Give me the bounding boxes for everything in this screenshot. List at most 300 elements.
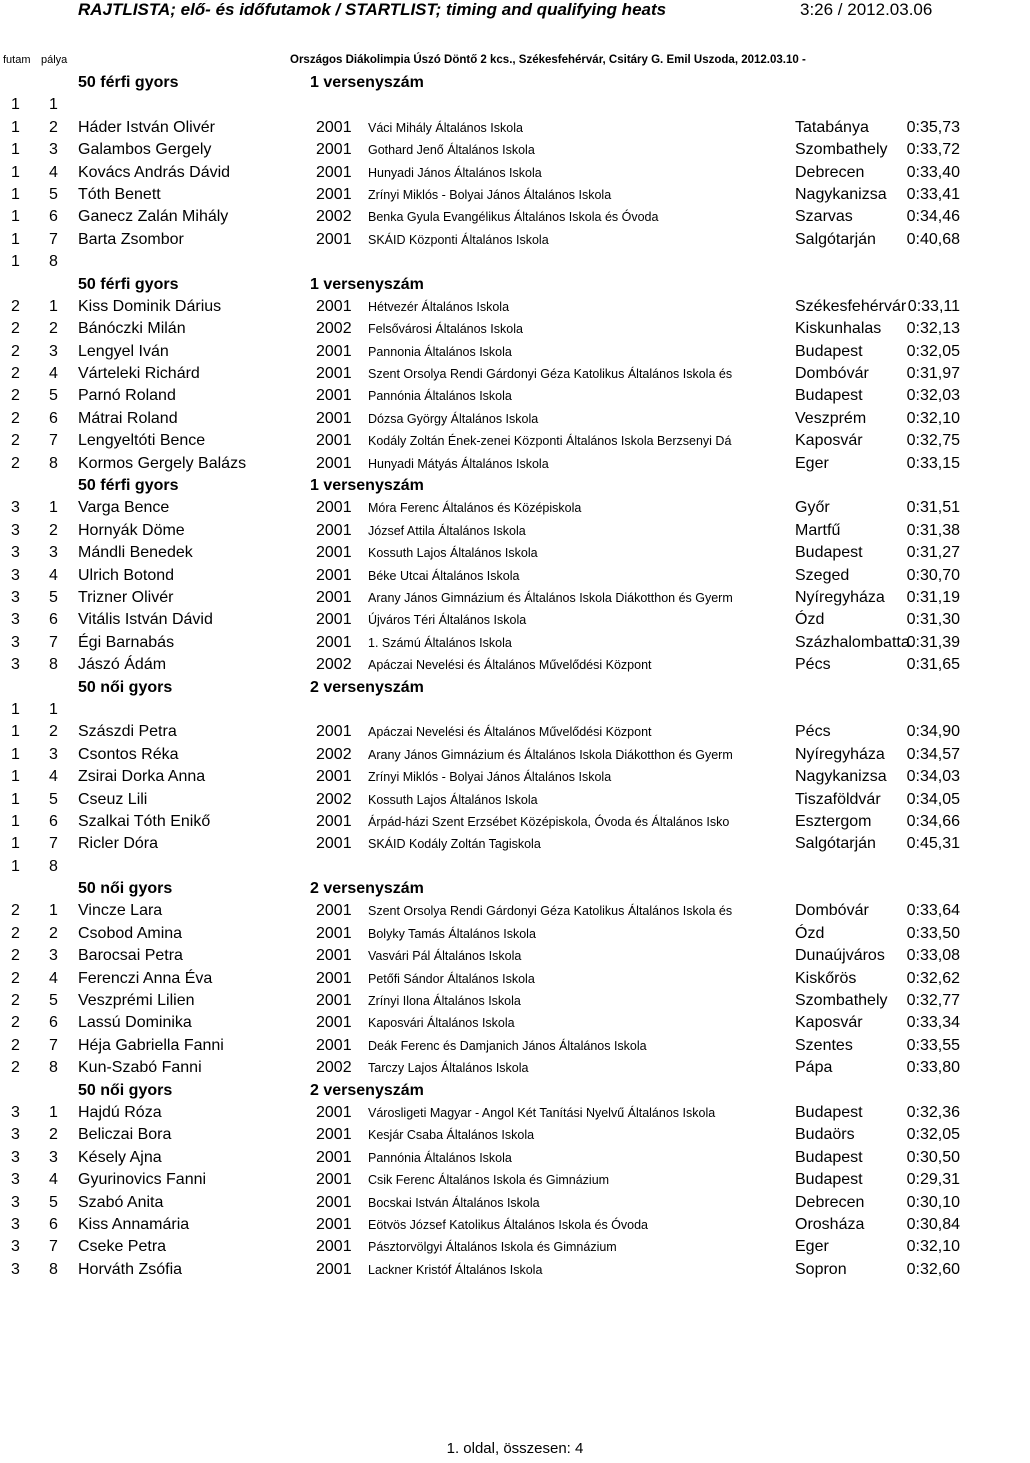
entry-time: 0:31,27 <box>906 544 960 562</box>
heat-number: 1 <box>11 812 20 830</box>
entry-time: 0:34,66 <box>906 812 960 830</box>
table-row <box>0 990 960 1012</box>
swimmer-name: Cseke Petra <box>78 1238 167 1256</box>
heat-number: 1 <box>11 723 20 741</box>
swimmer-name: Mátrai Roland <box>78 409 178 427</box>
entry-time: 0:32,10 <box>906 1238 960 1256</box>
entry-time: 0:30,70 <box>906 566 960 584</box>
table-row <box>0 117 960 139</box>
school-name: Kesjár Csaba Általános Iskola <box>368 1128 535 1143</box>
heat-number: 3 <box>11 1260 20 1278</box>
swimmer-name: Várteleki Richárd <box>78 365 200 383</box>
school-name: Apáczai Nevelési és Általános Művelődési Központ <box>368 725 652 740</box>
school-name: Zrínyi Ilona Általános Iskola <box>368 994 521 1009</box>
heat-number: 1 <box>11 141 20 159</box>
table-row <box>0 318 960 340</box>
swimmer-name: Csobod Amina <box>78 924 183 942</box>
table-row <box>0 453 960 475</box>
table-row <box>0 1192 960 1214</box>
lane-number: 8 <box>49 1260 58 1278</box>
birth-year: 2001 <box>316 1036 352 1054</box>
page-footer: 1. oldal, összesen: 4 <box>446 1440 584 1457</box>
table-row <box>0 587 960 609</box>
swimmer-name: Kovács András Dávid <box>78 163 231 181</box>
city-name: Dombóvár <box>795 365 869 383</box>
lane-number: 1 <box>49 499 58 517</box>
table-row <box>0 162 960 184</box>
school-name: Gothard Jenő Általános Iskola <box>368 143 535 158</box>
heat-number: 2 <box>11 387 20 405</box>
birth-year: 2001 <box>316 163 352 181</box>
lane-number: 6 <box>49 812 58 830</box>
birth-year: 2001 <box>316 768 352 786</box>
school-name: Kossuth Lajos Általános Iskola <box>368 792 538 807</box>
school-name: SKÁID Központi Általános Iskola <box>368 232 549 247</box>
school-name: Bolyky Tamás Általános Iskola <box>368 926 536 941</box>
entry-time: 0:31,39 <box>906 633 960 651</box>
birth-year: 2001 <box>316 521 352 539</box>
heat-number: 3 <box>11 1215 20 1233</box>
city-name: Székesfehérvár <box>795 297 907 315</box>
school-name: Béke Utcai Általános Iskola <box>368 568 520 583</box>
lane-number: 2 <box>49 521 58 539</box>
entry-time: 0:33,11 <box>907 297 960 315</box>
city-name: Budapest <box>795 544 863 562</box>
swimmer-name: Beliczai Bora <box>78 1126 172 1144</box>
city-name: Budapest <box>795 1103 863 1121</box>
table-row <box>0 1124 960 1146</box>
table-row <box>0 341 960 363</box>
entry-time: 0:34,57 <box>906 745 960 763</box>
city-name: Dombóvár <box>795 902 869 920</box>
heat-number: 2 <box>11 320 20 338</box>
school-name: Szent Orsolya Rendi Gárdonyi Géza Katolikus Általános Iskola és <box>368 367 733 382</box>
heat-number: 3 <box>11 1193 20 1211</box>
city-name: Budapest <box>795 1171 863 1189</box>
event-number: 2 versenyszám <box>310 678 424 696</box>
birth-year: 2001 <box>316 118 352 136</box>
swimmer-name: Égi Barnabás <box>78 633 175 651</box>
city-name: Pécs <box>795 723 831 741</box>
swimmer-name: Hornyák Döme <box>78 521 185 539</box>
lane-number: 7 <box>49 230 58 248</box>
swimmer-name: Lengyel Iván <box>78 342 169 360</box>
swimmer-name: Jászó Ádám <box>78 656 167 674</box>
entry-time: 0:34,05 <box>906 790 960 808</box>
birth-year: 2002 <box>316 790 352 808</box>
city-name: Kiskunhalas <box>795 320 882 338</box>
table-row <box>0 251 960 273</box>
lane-number: 4 <box>49 365 58 383</box>
event-name: 50 női gyors <box>78 880 173 898</box>
entry-time: 0:30,84 <box>906 1215 960 1233</box>
school-name: József Attila Általános Iskola <box>368 523 526 538</box>
birth-year: 2001 <box>316 387 352 405</box>
lane-number: 8 <box>49 1059 58 1077</box>
swimmer-name: Héja Gabriella Fanni <box>78 1036 224 1054</box>
school-name: Eötvös József Katolikus Általános Iskola és Óvoda <box>368 1217 649 1232</box>
heat-number: 3 <box>11 544 20 562</box>
lane-number: 2 <box>49 1126 58 1144</box>
lane-number: 7 <box>49 432 58 450</box>
city-name: Kaposvár <box>795 432 863 450</box>
heat-number: 1 <box>11 745 20 763</box>
entry-time: 0:32,03 <box>906 387 960 405</box>
lane-number: 1 <box>49 297 58 315</box>
heat-number: 3 <box>11 1126 20 1144</box>
lane-number: 5 <box>49 185 58 203</box>
school-name: Újváros Téri Általános Iskola <box>368 613 527 628</box>
swimmer-name: Ulrich Botond <box>78 566 175 584</box>
school-name: Benka Gyula Evangélikus Általános Iskola és Óvoda <box>368 210 659 225</box>
city-name: Salgótarján <box>795 230 876 248</box>
entry-time: 0:35,73 <box>906 118 960 136</box>
entry-time: 0:33,08 <box>906 947 960 965</box>
table-row <box>0 900 960 922</box>
school-name: Felsővárosi Általános Iskola <box>368 322 523 337</box>
school-name: Kossuth Lajos Általános Iskola <box>368 546 538 561</box>
lane-number: 4 <box>49 566 58 584</box>
city-name: Tiszaföldvár <box>795 790 881 808</box>
heat-number: 3 <box>11 1103 20 1121</box>
swimmer-name: Parnó Roland <box>78 387 176 405</box>
entry-time: 0:31,97 <box>906 365 960 383</box>
city-name: Salgótarján <box>795 835 876 853</box>
event-name: 50 férfi gyors <box>78 477 179 495</box>
birth-year: 2002 <box>316 656 352 674</box>
school-name: Apáczai Nevelési és Általános Művelődési Központ <box>368 658 652 673</box>
city-name: Nyíregyháza <box>795 588 885 606</box>
heat-number: 1 <box>11 768 20 786</box>
event-number: 1 versenyszám <box>310 74 424 91</box>
city-name: Nagykanizsa <box>795 185 887 203</box>
lane-number: 3 <box>49 745 58 763</box>
table-row <box>0 520 960 542</box>
table-row <box>0 1012 960 1034</box>
school-name: Pásztorvölgyi Általános Iskola és Gimnázium <box>368 1240 617 1255</box>
entry-time: 0:31,51 <box>906 499 960 517</box>
event-header-row <box>0 274 960 296</box>
table-row <box>0 296 960 318</box>
birth-year: 2001 <box>316 454 352 472</box>
school-name: Móra Ferenc Általános és Középiskola <box>368 501 582 516</box>
school-name: Arany János Gimnázium és Általános Iskola Diákotthon és Gyerm <box>368 590 733 605</box>
heat-number: 2 <box>11 902 20 920</box>
table-row <box>0 856 960 878</box>
entry-time: 0:31,65 <box>906 656 960 674</box>
table-row <box>0 1259 960 1281</box>
table-row <box>0 565 960 587</box>
swimmer-name: Varga Bence <box>78 499 170 517</box>
event-name: 50 női gyors <box>78 1081 173 1099</box>
swimmer-name: Kiss Annamária <box>78 1215 190 1233</box>
swimmer-name: Mándli Benedek <box>78 544 193 562</box>
swimmer-name: Késely Ajna <box>78 1148 162 1166</box>
entry-time: 0:33,80 <box>906 1059 960 1077</box>
city-name: Szarvas <box>795 208 853 226</box>
heat-number: 3 <box>11 566 20 584</box>
table-row <box>0 744 960 766</box>
city-name: Ózd <box>795 611 825 629</box>
school-name: Szent Orsolya Rendi Gárdonyi Géza Katolikus Általános Iskola és <box>368 904 733 919</box>
lane-number: 1 <box>49 1103 58 1121</box>
entry-time: 0:32,13 <box>906 320 960 338</box>
swimmer-name: Barta Zsombor <box>78 230 184 248</box>
school-name: Arany János Gimnázium és Általános Iskola Diákotthon és Gyerm <box>368 747 733 762</box>
heat-number: 2 <box>11 454 20 472</box>
birth-year: 2001 <box>316 1103 352 1121</box>
city-name: Szeged <box>795 566 850 584</box>
city-name: Nagykanizsa <box>795 768 887 786</box>
lane-number: 3 <box>49 544 58 562</box>
birth-year: 2001 <box>316 611 352 629</box>
entry-time: 0:31,19 <box>906 588 960 606</box>
lane-number: 8 <box>49 857 58 875</box>
lane-number: 2 <box>49 924 58 942</box>
birth-year: 2001 <box>316 230 352 248</box>
entry-time: 0:34,46 <box>906 208 960 226</box>
entry-time: 0:32,05 <box>906 342 960 360</box>
heat-number: 1 <box>11 230 20 248</box>
birth-year: 2001 <box>316 409 352 427</box>
birth-year: 2001 <box>316 141 352 159</box>
lane-number: 5 <box>49 588 58 606</box>
event-header-row <box>0 475 960 497</box>
city-name: Szombathely <box>795 992 888 1010</box>
swimmer-name: Kun-Szabó Fanni <box>78 1059 202 1077</box>
table-row <box>0 206 960 228</box>
city-name: Eger <box>795 454 829 472</box>
lane-number: 6 <box>49 1014 58 1032</box>
heat-number: 2 <box>11 924 20 942</box>
heat-number: 1 <box>11 700 20 718</box>
swimmer-name: Barocsai Petra <box>78 947 183 965</box>
swimmer-name: Lengyeltóti Bence <box>78 432 206 450</box>
school-name: Hunyadi Mátyás Általános Iskola <box>368 456 549 471</box>
swimmer-name: Trizner Olivér <box>78 588 174 606</box>
birth-year: 2001 <box>316 566 352 584</box>
swimmer-name: Háder István Olivér <box>78 118 215 136</box>
lane-number: 2 <box>49 723 58 741</box>
lane-number: 5 <box>49 387 58 405</box>
birth-year: 2002 <box>316 320 352 338</box>
table-row <box>0 632 960 654</box>
heat-number: 1 <box>11 208 20 226</box>
table-row <box>0 721 960 743</box>
heat-number: 1 <box>11 253 20 271</box>
entry-time: 0:32,62 <box>906 969 960 987</box>
lane-number: 4 <box>49 1171 58 1189</box>
swimmer-name: Zsirai Dorka Anna <box>78 768 206 786</box>
school-name: 1. Számú Általános Iskola <box>368 635 512 650</box>
event-number: 2 versenyszám <box>310 1081 424 1099</box>
table-row <box>0 94 960 116</box>
school-name: Zrínyi Miklós - Bolyai János Általános Iskola <box>368 770 612 785</box>
heat-number: 1 <box>11 857 20 875</box>
heat-number: 1 <box>11 163 20 181</box>
birth-year: 2002 <box>316 208 352 226</box>
lane-number: 7 <box>49 1238 58 1256</box>
entry-time: 0:33,72 <box>906 141 960 159</box>
birth-year: 2001 <box>316 924 352 942</box>
entry-time: 0:33,15 <box>906 454 960 472</box>
event-name: 50 férfi gyors <box>78 275 179 293</box>
entry-time: 0:29,31 <box>906 1171 960 1189</box>
table-row <box>0 654 960 676</box>
entry-time: 0:33,50 <box>906 924 960 942</box>
birth-year: 2002 <box>316 1059 352 1077</box>
table-row <box>0 789 960 811</box>
event-number: 1 versenyszám <box>310 275 424 293</box>
school-name: Deák Ferenc és Damjanich János Általános Iskola <box>368 1038 647 1053</box>
city-name: Eger <box>795 1238 829 1256</box>
birth-year: 2001 <box>316 902 352 920</box>
entry-time: 0:34,03 <box>906 768 960 786</box>
page-title: RAJTLISTA; elő- és időfutamok / STARTLIST; timing and qualifying heats <box>78 0 667 19</box>
event-name: 50 női gyors <box>78 678 173 696</box>
lane-number: 1 <box>49 700 58 718</box>
city-name: Pápa <box>795 1059 833 1077</box>
birth-year: 2001 <box>316 812 352 830</box>
swimmer-name: Szászdi Petra <box>78 723 177 741</box>
heat-number: 3 <box>11 1171 20 1189</box>
birth-year: 2001 <box>316 499 352 517</box>
lane-number: 3 <box>49 947 58 965</box>
lane-number: 1 <box>49 902 58 920</box>
entry-time: 0:30,10 <box>906 1193 960 1211</box>
competition-title: Országos Diákolimpia Úszó Döntő 2 kcs., Székesfehérvár, Csitáry G. Emil Uszoda, 2012.03.10 - <box>290 54 806 66</box>
heat-number: 2 <box>11 432 20 450</box>
school-name: Városligeti Magyar - Angol Két Tanítási Nyelvű Általános Iskola <box>368 1105 716 1120</box>
school-name: Hétvezér Általános Iskola <box>368 299 510 314</box>
table-row <box>0 1035 960 1057</box>
school-name: Pannónia Általános Iskola <box>368 1150 512 1165</box>
swimmer-name: Szabó Anita <box>78 1193 164 1211</box>
city-name: Tatabánya <box>795 118 869 136</box>
entry-time: 0:32,77 <box>906 992 960 1010</box>
swimmer-name: Kormos Gergely Balázs <box>78 454 247 472</box>
school-name: Pannonia Általános Iskola <box>368 344 512 359</box>
city-name: Szombathely <box>795 141 888 159</box>
entry-time: 0:33,34 <box>906 1014 960 1032</box>
city-name: Pécs <box>795 656 831 674</box>
event-number: 2 versenyszám <box>310 880 424 898</box>
birth-year: 2001 <box>316 1238 352 1256</box>
school-name: Hunyadi János Általános Iskola <box>368 165 542 180</box>
birth-year: 2001 <box>316 1193 352 1211</box>
lane-number: 4 <box>49 163 58 181</box>
entry-time: 0:32,36 <box>906 1103 960 1121</box>
heat-number: 1 <box>11 790 20 808</box>
lane-number: 3 <box>49 1148 58 1166</box>
entry-time: 0:31,30 <box>906 611 960 629</box>
city-name: Százhalombatta <box>795 633 910 651</box>
lane-number: 6 <box>49 409 58 427</box>
school-name: Árpád-házi Szent Erzsébet Középiskola, Óvoda és Általános Isko <box>368 814 730 829</box>
entry-time: 0:40,68 <box>906 230 960 248</box>
lane-number: 6 <box>49 1215 58 1233</box>
lane-number: 8 <box>49 656 58 674</box>
city-name: Budapest <box>795 1148 863 1166</box>
table-row <box>0 184 960 206</box>
lane-number: 5 <box>49 790 58 808</box>
entry-time: 0:31,38 <box>906 521 960 539</box>
event-header-row <box>0 677 960 699</box>
heat-number: 3 <box>11 1148 20 1166</box>
table-row <box>0 542 960 564</box>
col-label-heat: futam <box>3 54 31 66</box>
event-header-row <box>0 878 960 900</box>
table-row <box>0 408 960 430</box>
city-name: Nyíregyháza <box>795 745 885 763</box>
birth-year: 2001 <box>316 432 352 450</box>
city-name: Orosháza <box>795 1215 865 1233</box>
birth-year: 2001 <box>316 1215 352 1233</box>
birth-year: 2001 <box>316 544 352 562</box>
school-name: Pannónia Általános Iskola <box>368 389 512 404</box>
heat-number: 2 <box>11 992 20 1010</box>
birth-year: 2001 <box>316 588 352 606</box>
heat-number: 2 <box>11 969 20 987</box>
school-name: Kodály Zoltán Ének-zenei Központi Általános Iskola Berzsenyi Dá <box>368 434 732 449</box>
table-row <box>0 139 960 161</box>
entry-time: 0:32,75 <box>906 432 960 450</box>
heat-number: 2 <box>11 1014 20 1032</box>
birth-year: 2001 <box>316 992 352 1010</box>
swimmer-name: Gyurinovics Fanni <box>78 1171 207 1189</box>
heat-number: 2 <box>11 947 20 965</box>
entry-time: 0:45,31 <box>906 835 960 853</box>
event-header-row <box>0 1080 960 1102</box>
heat-number: 3 <box>11 656 20 674</box>
school-name: Dózsa György Általános Iskola <box>368 411 539 426</box>
table-row <box>0 1102 960 1124</box>
heat-number: 2 <box>11 342 20 360</box>
swimmer-name: Veszprémi Lilien <box>78 992 195 1010</box>
school-name: Zrínyi Miklós - Bolyai János Általános Iskola <box>368 187 612 202</box>
event-header-row <box>0 72 960 94</box>
lane-number: 7 <box>49 1036 58 1054</box>
school-name: Csik Ferenc Általános Iskola és Gimnázium <box>368 1173 610 1188</box>
city-name: Dunaújváros <box>795 947 885 965</box>
table-row <box>0 1169 960 1191</box>
table-row <box>0 229 960 251</box>
swimmer-name: Lassú Dominika <box>78 1014 192 1032</box>
birth-year: 2001 <box>316 1014 352 1032</box>
lane-number: 7 <box>49 633 58 651</box>
school-name: Vasvári Pál Általános Iskola <box>368 949 522 964</box>
lane-number: 5 <box>49 992 58 1010</box>
birth-year: 2001 <box>316 835 352 853</box>
lane-number: 4 <box>49 969 58 987</box>
birth-year: 2001 <box>316 185 352 203</box>
lane-number: 8 <box>49 253 58 271</box>
city-name: Budaörs <box>795 1126 855 1144</box>
table-row <box>0 1147 960 1169</box>
table-row <box>0 766 960 788</box>
lane-number: 7 <box>49 835 58 853</box>
swimmer-name: Ferenczi Anna Éva <box>78 969 213 987</box>
entry-time: 0:33,55 <box>906 1036 960 1054</box>
swimmer-name: Vitális István Dávid <box>78 611 213 629</box>
school-name: SKÁID Kodály Zoltán Tagiskola <box>368 837 541 852</box>
birth-year: 2001 <box>316 297 352 315</box>
heat-number: 2 <box>11 297 20 315</box>
birth-year: 2001 <box>316 633 352 651</box>
entry-time: 0:33,41 <box>906 185 960 203</box>
heat-number: 3 <box>11 588 20 606</box>
table-row <box>0 811 960 833</box>
